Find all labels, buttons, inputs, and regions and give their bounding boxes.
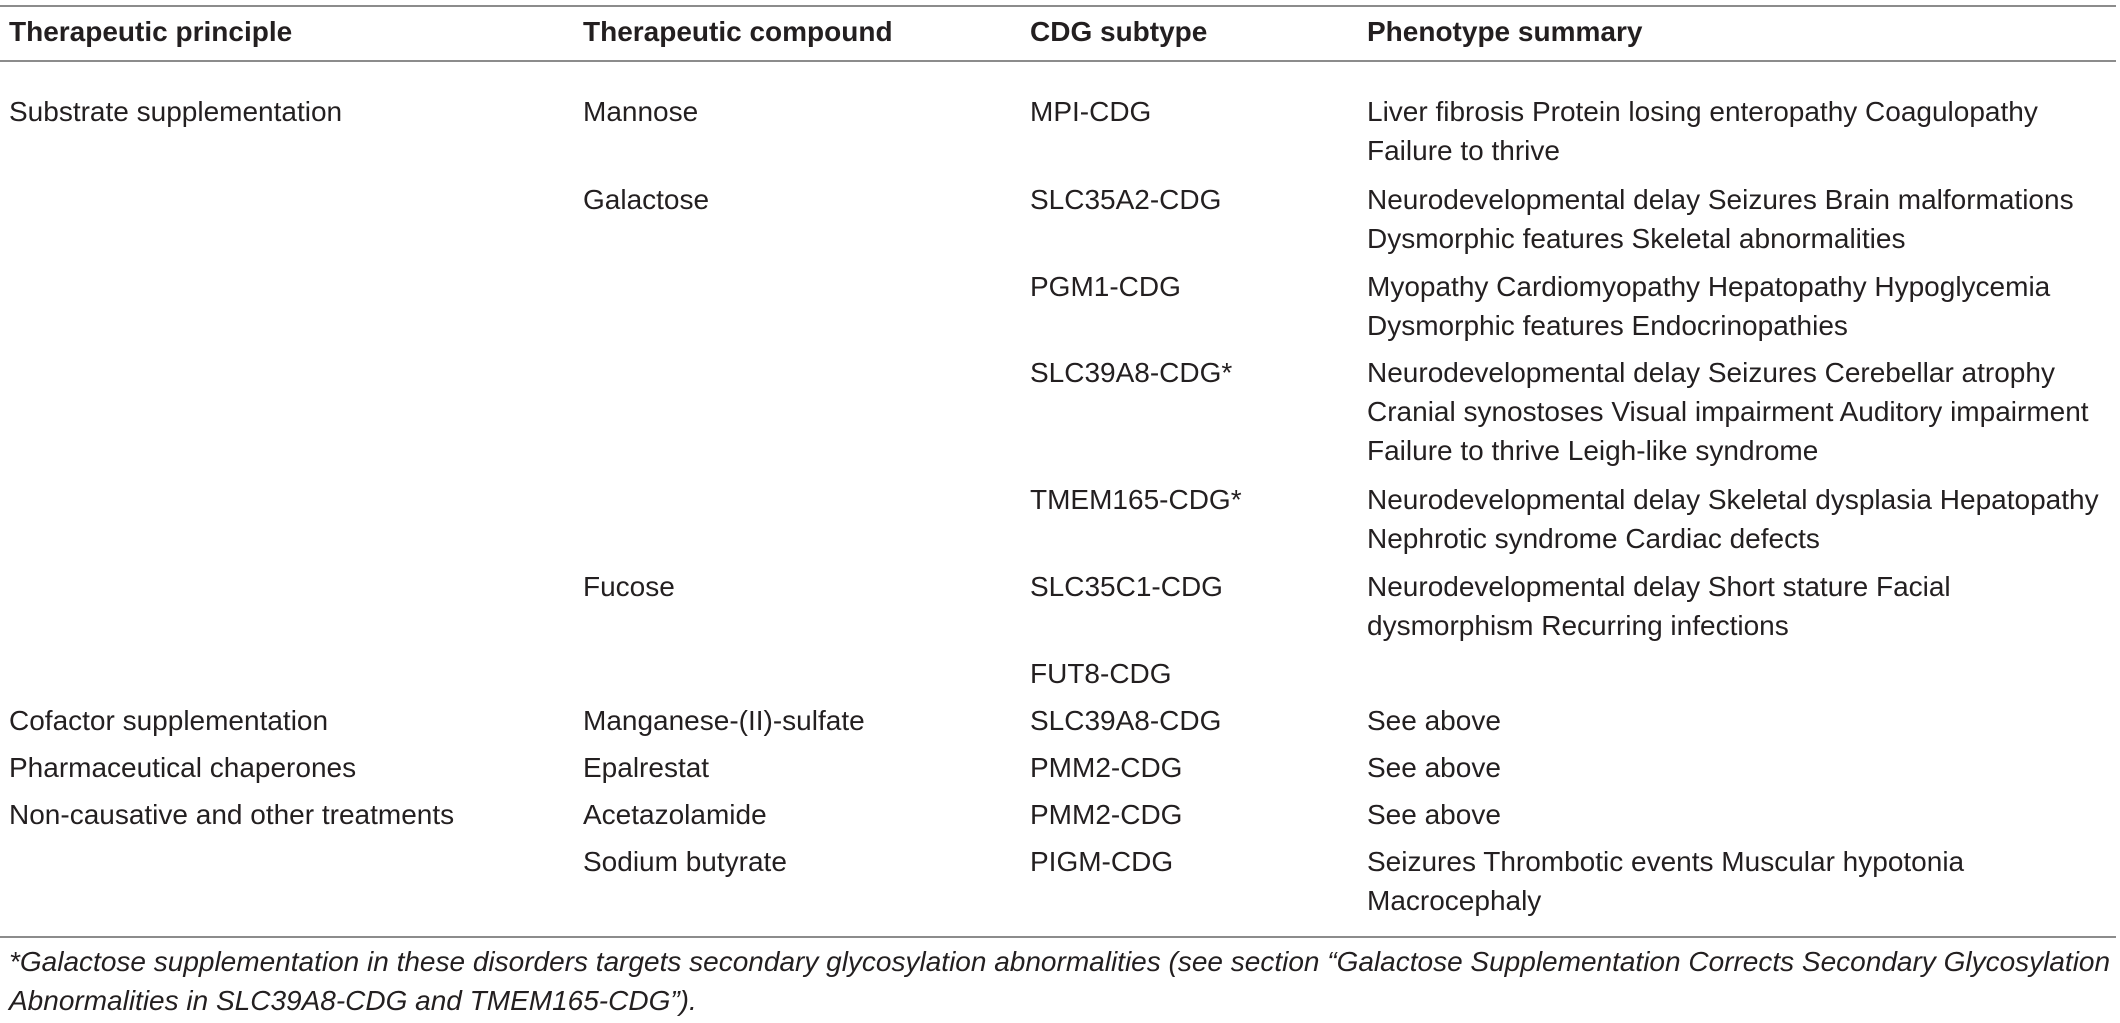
table-top-rule [0, 5, 2116, 7]
cell-compound: Manganese-(II)-sulfate [583, 705, 865, 736]
cell-principle: Cofactor supplementation [9, 705, 329, 736]
cell-compound: Galactose [583, 184, 710, 215]
header-therapeutic-compound: Therapeutic compound [583, 16, 893, 47]
cell-subtype: SLC39A8-CDG [1030, 705, 1222, 736]
table-header-rule [0, 60, 2116, 62]
cell-subtype: SLC35C1-CDG [1030, 571, 1223, 602]
cell-principle: Substrate supplementation [9, 96, 343, 127]
header-phenotype-summary: Phenotype summary [1367, 16, 1643, 47]
cell-phenotype: Neurodevelopmental delay Skeletal dysplasia Hepatopathy Nephrotic syndrome Cardiac defects [1367, 484, 2099, 554]
cell-phenotype: See above [1367, 799, 1501, 830]
cell-compound: Sodium butyrate [583, 846, 787, 877]
cell-subtype: FUT8-CDG [1030, 658, 1172, 689]
table-footnote: *Galactose supplementation in these disorders targets secondary glycosylation abnormalities (see section “Galactose Supplementation Corrects Secondary Glycosylation Abnormalities in SLC39A8-CDG and TMEM165-CDG”). [9, 946, 2111, 1016]
header-cdg-subtype: CDG subtype [1030, 16, 1208, 47]
cell-phenotype: Neurodevelopmental delay Seizures Cerebellar atrophy Cranial synostoses Visual impairment Auditory impairment Failure to thrive Leigh-like syndrome [1367, 357, 2089, 466]
cell-phenotype: Seizures Thrombotic events Muscular hypotonia Macrocephaly [1367, 846, 1965, 916]
cell-principle: Pharmaceutical chaperones [9, 752, 357, 783]
cell-compound: Epalrestat [583, 752, 710, 783]
cell-subtype: SLC35A2-CDG [1030, 184, 1222, 215]
cell-subtype: PGM1-CDG [1030, 271, 1181, 302]
cell-phenotype: See above [1367, 705, 1501, 736]
cell-phenotype: See above [1367, 752, 1501, 783]
cell-subtype: TMEM165-CDG* [1030, 484, 1242, 515]
cell-subtype: MPI-CDG [1030, 96, 1152, 127]
cell-subtype: PIGM-CDG [1030, 846, 1174, 877]
cell-phenotype: Liver fibrosis Protein losing enteropathy Coagulopathy Failure to thrive [1367, 96, 2038, 166]
cell-principle: Non-causative and other treatments [9, 799, 455, 830]
table-bottom-rule [0, 936, 2116, 938]
cell-phenotype: Myopathy Cardiomyopathy Hepatopathy Hypoglycemia Dysmorphic features Endocrinopathies [1367, 271, 2051, 341]
header-therapeutic-principle: Therapeutic principle [9, 16, 293, 47]
cell-compound: Fucose [583, 571, 675, 602]
cell-subtype: PMM2-CDG [1030, 752, 1183, 783]
cell-compound: Mannose [583, 96, 699, 127]
cell-subtype: PMM2-CDG [1030, 799, 1183, 830]
cell-compound: Acetazolamide [583, 799, 767, 830]
cell-phenotype: Neurodevelopmental delay Short stature Facial dysmorphism Recurring infections [1367, 571, 1951, 641]
cell-phenotype: Neurodevelopmental delay Seizures Brain malformations Dysmorphic features Skeletal abnormalities [1367, 184, 2074, 254]
cell-subtype: SLC39A8-CDG* [1030, 357, 1233, 388]
